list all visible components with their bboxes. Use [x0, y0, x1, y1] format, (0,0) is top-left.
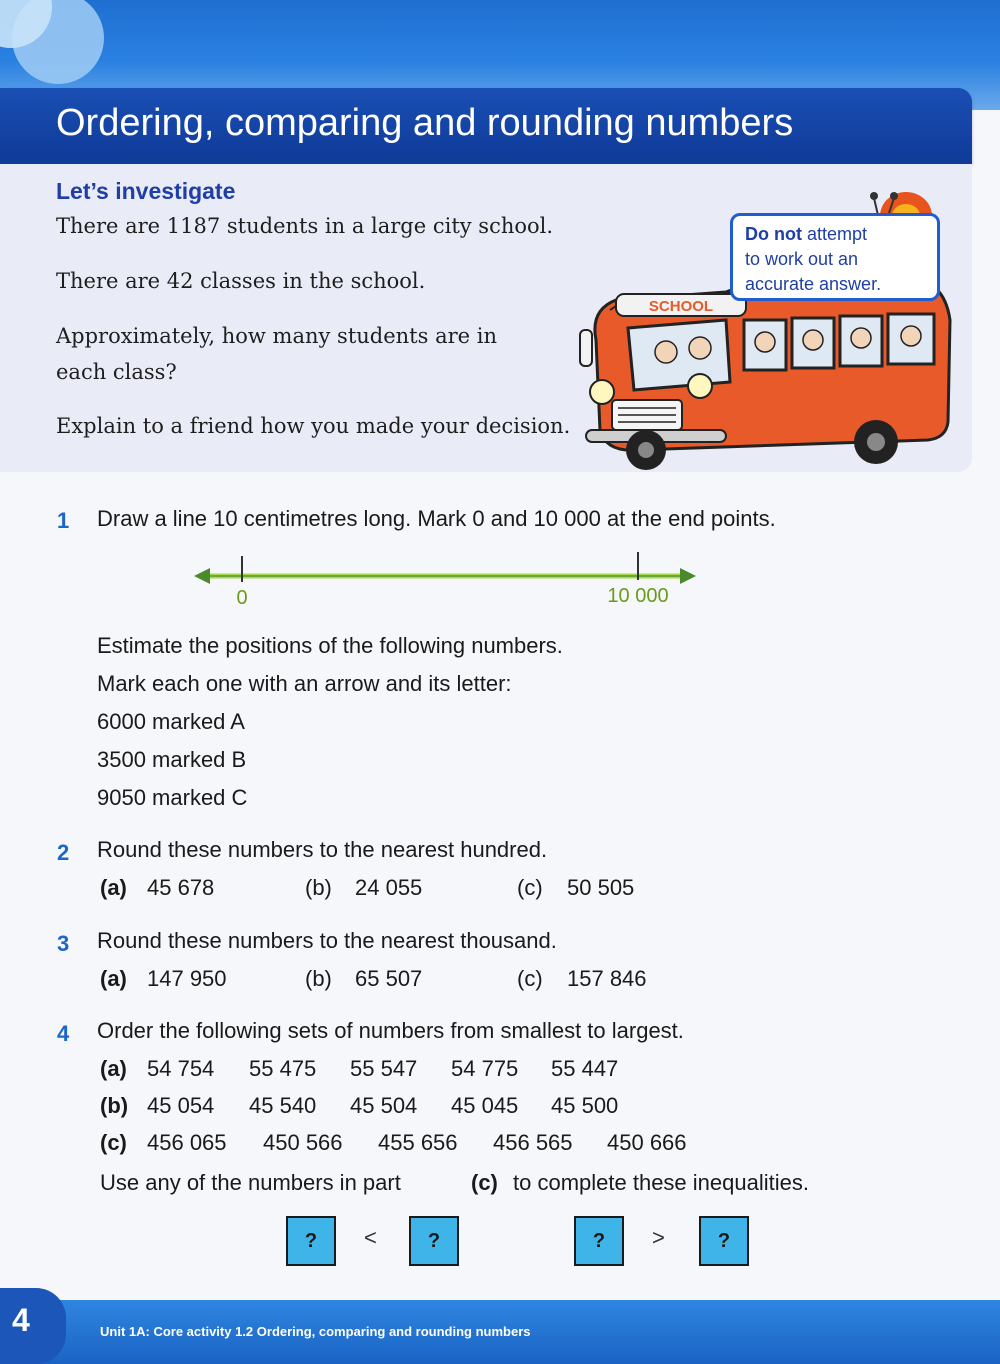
investigate-line: There are 1187 students in a large city school. — [56, 214, 554, 238]
hint-note — [730, 213, 940, 301]
part-label: (b) — [305, 875, 332, 900]
part-label: (a) — [100, 966, 127, 991]
value: 55 547 — [350, 1056, 418, 1081]
less-than-symbol: < — [364, 1225, 377, 1250]
value: 157 846 — [567, 966, 647, 991]
value: 54 775 — [451, 1056, 519, 1081]
question-text: Round these numbers to the nearest thousand. — [97, 928, 557, 953]
investigate-heading: Let’s investigate — [56, 178, 236, 204]
part-label: (c) — [517, 966, 543, 991]
bus-sign-text: SCHOOL — [648, 298, 714, 315]
part-label: (a) — [100, 1056, 127, 1081]
school-bus-illustration — [576, 160, 972, 472]
hint-note-bold: Do not — [745, 224, 802, 244]
number-line — [190, 546, 700, 610]
footer-text: Unit 1A: Core activity 1.2 Ordering, comparing and rounding numbers — [100, 1324, 531, 1339]
list-item: 6000 marked A — [97, 709, 245, 734]
value: 55 475 — [249, 1056, 317, 1081]
greater-than-symbol: > — [652, 1225, 665, 1250]
page-title: Ordering, comparing and rounding numbers — [56, 102, 794, 144]
value: 45 678 — [147, 875, 215, 900]
value: 24 055 — [355, 875, 423, 900]
instruction-text: Estimate the positions of the following numbers. — [97, 633, 563, 658]
answer-box[interactable]: ? — [286, 1216, 336, 1266]
page-number-tab — [0, 1288, 66, 1364]
value: 55 447 — [551, 1056, 619, 1081]
hint-note-text: accurate answer. — [745, 274, 882, 294]
hint-note-text: attempt — [807, 224, 868, 244]
investigate-line: Explain to a friend how you made your decision. — [56, 414, 571, 438]
part-label: (c) — [100, 1130, 127, 1155]
number-line-start-label: 0 — [236, 587, 248, 609]
instruction-text: Mark each one with an arrow and its letter: — [97, 671, 512, 696]
investigate-line: There are 42 classes in the school. — [56, 269, 426, 293]
page-number: 4 — [12, 1302, 30, 1338]
value: 147 950 — [147, 966, 227, 991]
question-number: 2 — [57, 840, 70, 865]
number-line-end-label: 10 000 — [607, 585, 669, 607]
value: 54 754 — [147, 1056, 215, 1081]
list-item: 3500 marked B — [97, 747, 247, 772]
value: 456 565 — [493, 1130, 573, 1155]
instruction-text: Use any of the numbers in part — [100, 1170, 401, 1195]
value: 455 656 — [378, 1130, 458, 1155]
part-label: (a) — [100, 875, 127, 900]
answer-box[interactable]: ? — [699, 1216, 749, 1266]
arrow-left-icon — [194, 568, 210, 584]
question-number: 4 — [57, 1021, 70, 1046]
answer-box[interactable]: ? — [409, 1216, 459, 1266]
question-text: Draw a line 10 centimetres long. Mark 0 and 10 000 at the end points. — [97, 506, 776, 531]
arrow-right-icon — [680, 568, 696, 584]
value: 45 054 — [147, 1093, 215, 1118]
value: 45 504 — [350, 1093, 418, 1118]
value: 450 666 — [607, 1130, 687, 1155]
value: 45 540 — [249, 1093, 317, 1118]
question-text: Order the following sets of numbers from smallest to largest. — [97, 1018, 684, 1043]
value: 45 045 — [451, 1093, 519, 1118]
value: 45 500 — [551, 1093, 619, 1118]
value: 450 566 — [263, 1130, 343, 1155]
question-number: 1 — [57, 508, 70, 533]
part-label: (b) — [305, 966, 332, 991]
question-number: 3 — [57, 931, 70, 956]
part-label: (c) — [517, 875, 543, 900]
answer-box[interactable]: ? — [574, 1216, 624, 1266]
investigate-line: Approximately, how many students are in — [56, 324, 497, 348]
hint-note-text: to work out an — [745, 249, 859, 269]
list-item: 9050 marked C — [97, 785, 248, 810]
investigate-line: each class? — [56, 360, 177, 384]
question-text: Round these numbers to the nearest hundred. — [97, 837, 548, 862]
value: 50 505 — [567, 875, 635, 900]
value: 456 065 — [147, 1130, 227, 1155]
part-label: (c) — [471, 1170, 498, 1195]
value: 65 507 — [355, 966, 423, 991]
instruction-text: to complete these inequalities. — [513, 1170, 809, 1195]
part-label: (b) — [100, 1093, 129, 1118]
